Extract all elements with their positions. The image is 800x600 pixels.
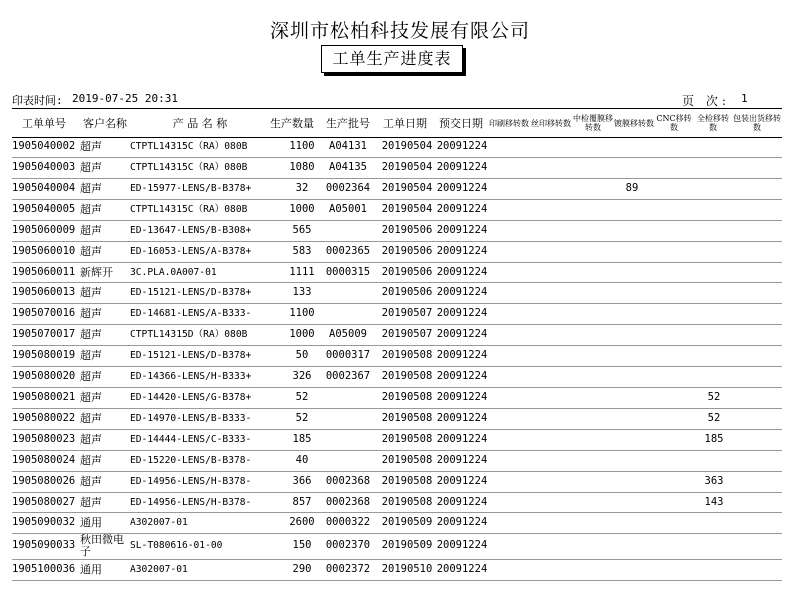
coating-transfer-qty: 89 (625, 182, 639, 194)
customer-name: 超声 (80, 203, 102, 216)
batch-number: 0000322 (325, 516, 371, 528)
product-name: CTPTL14315C（RA）080B (130, 204, 248, 215)
col-header-full-inspect-transfer: 全检移转数 (697, 114, 729, 132)
due-date: 20091224 (436, 370, 488, 382)
col-header-silk-transfer: 丝印移转数 (531, 118, 571, 128)
batch-number (320, 408, 376, 429)
full-inspect-transfer-qty (694, 220, 734, 241)
col-header-qty: 生产数量 (270, 116, 314, 130)
order-number: 1905060009 (12, 224, 76, 236)
due-date: 20091224 (436, 328, 488, 340)
full-inspect-transfer-qty (694, 535, 734, 556)
batch-number: 0002364 (325, 182, 371, 194)
table-row (12, 559, 782, 580)
order-number: 1905070016 (12, 307, 76, 319)
product-name: CTPTL14315C（RA）080B (130, 141, 248, 152)
full-inspect-transfer-qty (694, 324, 734, 345)
order-number: 1905060010 (12, 245, 76, 257)
product-name: A302007-01 (130, 564, 188, 575)
production-qty: 1111 (289, 266, 315, 278)
due-date: 20091224 (436, 516, 488, 528)
coating-transfer-qty (612, 262, 652, 283)
table-row (12, 345, 782, 366)
batch-number: 0000315 (325, 266, 371, 278)
table-row (12, 324, 782, 345)
product-name: ED-14420-LENS/G-B378+ (130, 392, 252, 403)
order-number: 1905040005 (12, 203, 76, 215)
product-name: CTPTL14315C（RA）080B (130, 162, 248, 173)
customer-name: 通用 (80, 563, 102, 576)
order-date: 20190504 (381, 140, 433, 152)
batch-number (320, 220, 376, 241)
order-number: 1905060011 (12, 266, 76, 278)
due-date: 20091224 (436, 161, 488, 173)
customer-name: 秋田微电子 (80, 534, 124, 558)
production-qty: 366 (292, 475, 312, 487)
product-name: ED-15977-LENS/B-B378+ (130, 183, 252, 194)
product-name: ED-15121-LENS/D-B378+ (130, 350, 252, 361)
coating-transfer-qty (612, 512, 652, 533)
full-inspect-transfer-qty (694, 241, 734, 262)
order-date: 20190508 (381, 412, 433, 424)
full-inspect-transfer-qty (694, 136, 734, 157)
customer-name: 超声 (80, 475, 102, 488)
full-inspect-transfer-qty (694, 366, 734, 387)
product-name: ED-14956-LENS/H-B378- (130, 476, 252, 487)
product-name: SL-T080616-01-00 (130, 540, 223, 551)
due-date: 20091224 (436, 307, 488, 319)
due-date: 20091224 (436, 349, 488, 361)
production-qty: 32 (295, 182, 309, 194)
full-inspect-transfer-qty (694, 512, 734, 533)
order-date: 20190506 (381, 266, 433, 278)
product-name: CTPTL14315D（RA）080B (130, 329, 248, 340)
product-name: ED-15220-LENS/B-B378- (130, 455, 252, 466)
full-inspect-transfer-qty: 52 (707, 391, 721, 403)
due-date: 20091224 (436, 286, 488, 298)
col-header-batch: 生产批号 (326, 116, 370, 130)
table-row (12, 408, 782, 429)
col-header-cnc-transfer: CNC移转数 (656, 114, 692, 132)
coating-transfer-qty (612, 199, 652, 220)
order-date: 20190508 (381, 349, 433, 361)
production-qty: 2600 (289, 516, 315, 528)
order-date: 20190506 (381, 245, 433, 257)
order-date: 20190508 (381, 370, 433, 382)
customer-name: 超声 (80, 224, 102, 237)
table-top-border (12, 108, 782, 109)
batch-number: A04131 (329, 140, 367, 152)
order-number: 1905100036 (12, 563, 76, 575)
coating-transfer-qty (612, 450, 652, 471)
full-inspect-transfer-qty: 363 (704, 475, 724, 487)
due-date: 20091224 (436, 203, 488, 215)
customer-name: 新辉开 (80, 266, 113, 279)
production-qty: 583 (292, 245, 312, 257)
col-header-customer: 客户名称 (83, 116, 127, 130)
order-number: 1905070017 (12, 328, 76, 340)
order-number: 1905080021 (12, 391, 76, 403)
batch-number: 0002370 (325, 539, 371, 551)
product-name: ED-14366-LENS/H-B333+ (130, 371, 252, 382)
coating-transfer-qty (612, 241, 652, 262)
order-date: 20190507 (381, 328, 433, 340)
production-qty: 40 (295, 454, 309, 466)
coating-transfer-qty (612, 535, 652, 556)
due-date: 20091224 (436, 475, 488, 487)
full-inspect-transfer-qty (694, 199, 734, 220)
order-date: 20190509 (381, 516, 433, 528)
product-name: ED-15121-LENS/D-B378+ (130, 287, 252, 298)
coating-transfer-qty (612, 157, 652, 178)
due-date: 20091224 (436, 224, 488, 236)
production-qty: 1100 (289, 307, 315, 319)
customer-name: 超声 (80, 161, 102, 174)
product-name: ED-14970-LENS/B-B333- (130, 413, 252, 424)
order-date: 20190510 (381, 563, 433, 575)
full-inspect-transfer-qty (694, 282, 734, 303)
production-qty: 185 (292, 433, 312, 445)
table-row (12, 220, 782, 241)
customer-name: 超声 (80, 286, 102, 299)
print-time-label: 印表时间: (12, 94, 63, 107)
customer-name: 超声 (80, 433, 102, 446)
customer-name: 超声 (80, 307, 102, 320)
order-number: 1905080026 (12, 475, 76, 487)
table-row (12, 262, 782, 283)
table-row (12, 471, 782, 492)
due-date: 20091224 (436, 454, 488, 466)
table-row (12, 429, 782, 450)
production-qty: 52 (295, 391, 309, 403)
print-time: 2019-07-25 20:31 (72, 92, 178, 105)
customer-name: 超声 (80, 328, 102, 341)
col-header-inspect-film-transfer: 中检覆膜移转数 (573, 114, 613, 132)
production-qty: 1080 (289, 161, 315, 173)
batch-number: 0000317 (325, 349, 371, 361)
row-divider (12, 580, 782, 581)
batch-number: 0002368 (325, 475, 371, 487)
order-number: 1905080022 (12, 412, 76, 424)
production-qty: 50 (295, 349, 309, 361)
batch-number: 0002367 (325, 370, 371, 382)
batch-number: A04135 (329, 161, 367, 173)
order-date: 20190504 (381, 203, 433, 215)
order-date: 20190508 (381, 433, 433, 445)
due-date: 20091224 (436, 140, 488, 152)
table-row (12, 492, 782, 513)
production-qty: 52 (295, 412, 309, 424)
coating-transfer-qty (612, 282, 652, 303)
full-inspect-transfer-qty (694, 450, 734, 471)
table-row (12, 241, 782, 262)
customer-name: 超声 (80, 245, 102, 258)
table-row (12, 136, 782, 157)
customer-name: 超声 (80, 370, 102, 383)
batch-number: 0002372 (325, 563, 371, 575)
table-row (12, 366, 782, 387)
order-number: 1905080020 (12, 370, 76, 382)
due-date: 20091224 (436, 412, 488, 424)
customer-name: 超声 (80, 454, 102, 467)
table-row (12, 450, 782, 471)
due-date: 20091224 (436, 539, 488, 551)
order-date: 20190504 (381, 161, 433, 173)
col-header-order: 工单单号 (22, 116, 66, 130)
product-name: ED-13647-LENS/B-B308+ (130, 225, 252, 236)
customer-name: 超声 (80, 349, 102, 362)
table-row (12, 533, 782, 559)
due-date: 20091224 (436, 496, 488, 508)
product-name: ED-14956-LENS/H-B378- (130, 497, 252, 508)
col-header-coating-transfer: 镀膜移转数 (614, 118, 654, 128)
col-header-product: 产 品 名 称 (172, 116, 228, 130)
coating-transfer-qty (612, 387, 652, 408)
order-date: 20190508 (381, 475, 433, 487)
col-header-pack-ship-transfer: 包装出货移转数 (733, 114, 781, 132)
due-date: 20091224 (436, 563, 488, 575)
coating-transfer-qty (612, 220, 652, 241)
due-date: 20091224 (436, 245, 488, 257)
customer-name: 超声 (80, 412, 102, 425)
order-date: 20190509 (381, 539, 433, 551)
production-qty: 1000 (289, 328, 315, 340)
order-number: 1905080019 (12, 349, 76, 361)
order-date: 20190506 (381, 224, 433, 236)
customer-name: 超声 (80, 182, 102, 195)
customer-name: 通用 (80, 516, 102, 529)
coating-transfer-qty (612, 492, 652, 513)
customer-name: 超声 (80, 391, 102, 404)
due-date: 20091224 (436, 391, 488, 403)
product-name: ED-14681-LENS/A-B333- (130, 308, 252, 319)
product-name: A302007-01 (130, 517, 188, 528)
full-inspect-transfer-qty (694, 262, 734, 283)
col-header-print-transfer: 印刷移转数 (489, 118, 529, 128)
production-qty: 150 (292, 539, 312, 551)
order-date: 20190508 (381, 454, 433, 466)
product-name: 3C.PLA.0A007-01 (130, 267, 217, 278)
coating-transfer-qty (612, 345, 652, 366)
table-row (12, 303, 782, 324)
batch-number (320, 450, 376, 471)
order-date: 20190506 (381, 286, 433, 298)
table-row (12, 157, 782, 178)
production-qty: 1000 (289, 203, 315, 215)
coating-transfer-qty (612, 136, 652, 157)
page-label: 页 次: (682, 94, 730, 108)
product-name: ED-14444-LENS/C-B333- (130, 434, 252, 445)
batch-number: 0002368 (325, 496, 371, 508)
table-row (12, 178, 782, 199)
coating-transfer-qty (612, 408, 652, 429)
batch-number (320, 282, 376, 303)
page-number: 1 (741, 92, 748, 105)
full-inspect-transfer-qty (694, 178, 734, 199)
coating-transfer-qty (612, 429, 652, 450)
due-date: 20091224 (436, 266, 488, 278)
full-inspect-transfer-qty (694, 157, 734, 178)
production-qty: 565 (292, 224, 312, 236)
full-inspect-transfer-qty: 143 (704, 496, 724, 508)
order-number: 1905040003 (12, 161, 76, 173)
customer-name: 超声 (80, 140, 102, 153)
production-qty: 133 (292, 286, 312, 298)
col-header-due: 预交日期 (439, 116, 483, 130)
order-date: 20190504 (381, 182, 433, 194)
batch-number (320, 303, 376, 324)
batch-number (320, 387, 376, 408)
table-row (12, 282, 782, 303)
order-date: 20190508 (381, 391, 433, 403)
production-qty: 326 (292, 370, 312, 382)
order-number: 1905060013 (12, 286, 76, 298)
full-inspect-transfer-qty: 52 (707, 412, 721, 424)
order-number: 1905090033 (12, 539, 76, 551)
full-inspect-transfer-qty (694, 303, 734, 324)
coating-transfer-qty (612, 471, 652, 492)
full-inspect-transfer-qty: 185 (704, 433, 724, 445)
order-number: 1905080024 (12, 454, 76, 466)
batch-number: A05001 (329, 203, 367, 215)
coating-transfer-qty (612, 303, 652, 324)
order-number: 1905040002 (12, 140, 76, 152)
company-name: 深圳市松柏科技发展有限公司 (269, 20, 530, 42)
order-number: 1905040004 (12, 182, 76, 194)
order-number: 1905080023 (12, 433, 76, 445)
production-qty: 857 (292, 496, 312, 508)
full-inspect-transfer-qty (694, 559, 734, 580)
coating-transfer-qty (612, 324, 652, 345)
production-qty: 1100 (289, 140, 315, 152)
customer-name: 超声 (80, 496, 102, 509)
order-date: 20190508 (381, 496, 433, 508)
full-inspect-transfer-qty (694, 345, 734, 366)
due-date: 20091224 (436, 182, 488, 194)
production-qty: 290 (292, 563, 312, 575)
table-row (12, 512, 782, 533)
due-date: 20091224 (436, 433, 488, 445)
order-number: 1905080027 (12, 496, 76, 508)
report-title: 工单生产进度表 (321, 45, 463, 73)
table-row (12, 387, 782, 408)
product-name: ED-16053-LENS/A-B378+ (130, 246, 252, 257)
batch-number: 0002365 (325, 245, 371, 257)
batch-number: A05009 (329, 328, 367, 340)
table-row (12, 199, 782, 220)
order-date: 20190507 (381, 307, 433, 319)
coating-transfer-qty (612, 559, 652, 580)
coating-transfer-qty (612, 366, 652, 387)
order-number: 1905090032 (12, 516, 76, 528)
batch-number (320, 429, 376, 450)
col-header-date: 工单日期 (383, 116, 427, 130)
